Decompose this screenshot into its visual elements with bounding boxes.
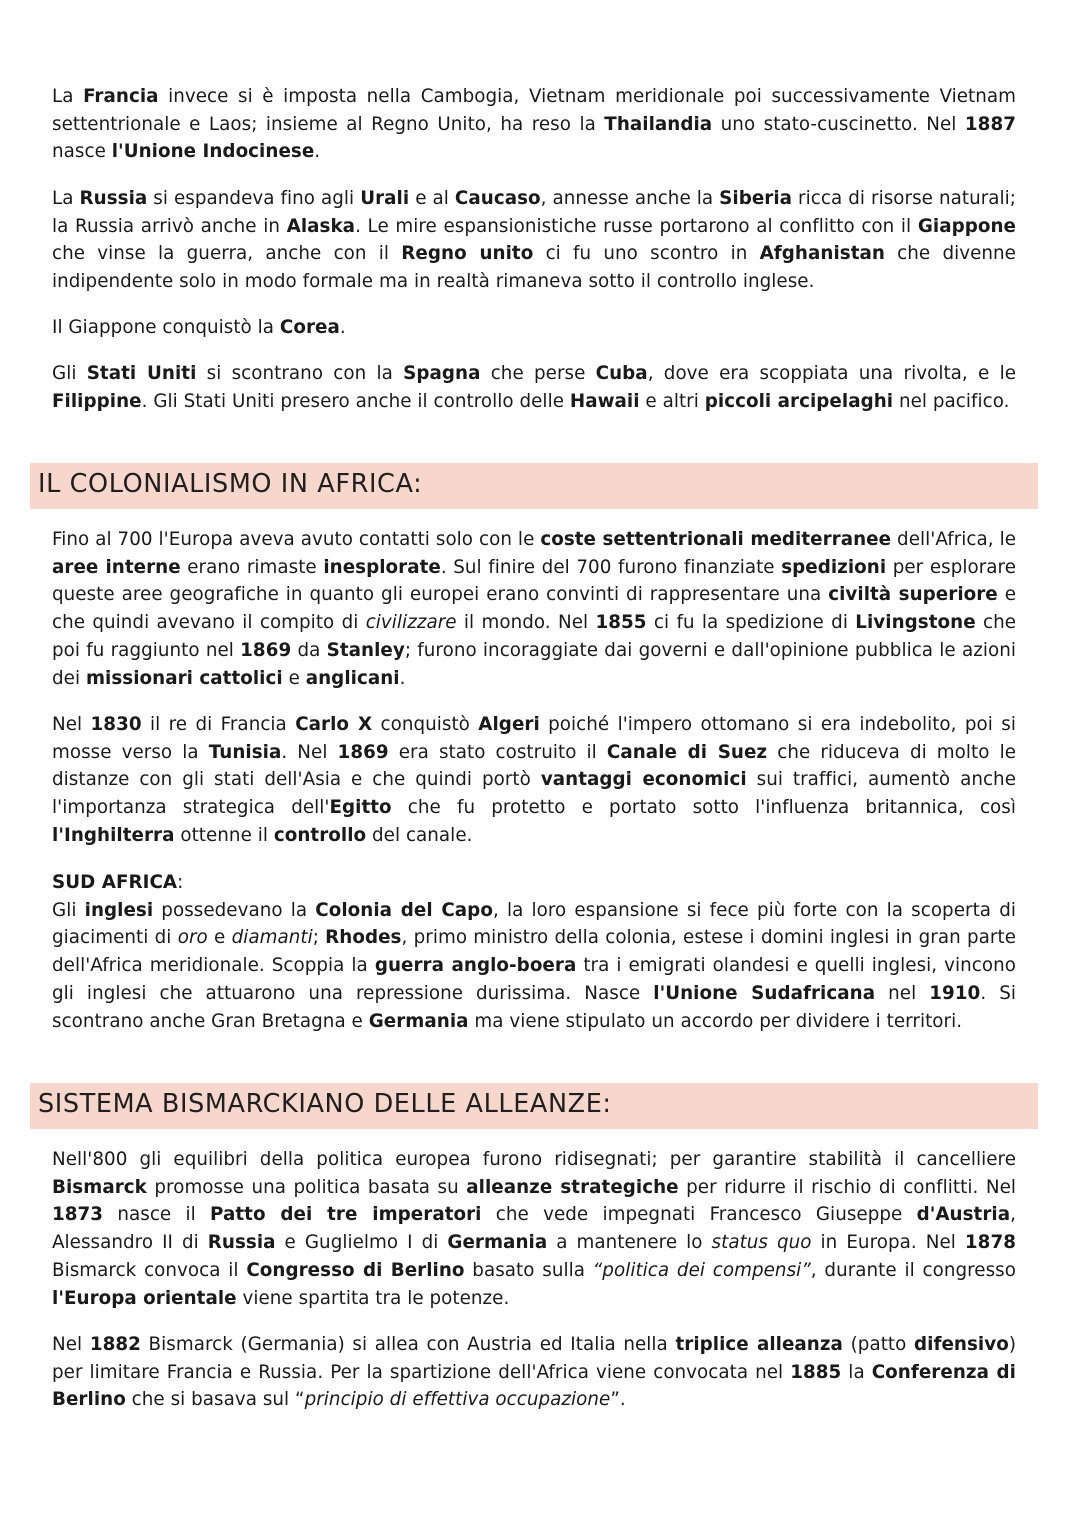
paragraph-sud-africa: [52, 869, 1016, 1035]
paragraph-giappone: Il Giappone conquistò la Corea.: [52, 317, 346, 338]
sud-africa-body: Gli inglesi possedevano la Colonia del Capo, la loro espansione si fece più forte con la scoperta di giacimenti di oro e diamanti; Rhodes, primo ministro della colonia, estese i domini inglesi in gran parte dell'Africa meridionale. Scoppia la guerra anglo-boera tra i emigrati olandesi e quelli inglesi, vincono gli inglesi che attuarono una repressione durissima. Nasce l'Unione Sudafricana nel 1910. Si scontrano anche Gran Bretagna e Germania ma viene stipulato un accordo per dividere i territori.: [52, 899, 1016, 1032]
section-heading-bismarck-text: SISTEMA BISMARCKIANO DELLE ALLEANZE:: [38, 1089, 612, 1119]
paragraph-bismarck: Nell'800 gli equilibri della politica europea furono ridisegnati; per garantire stabilità il cancelliere Bismarck promosse una politica basata su alleanze strategiche per ridurre il rischio di conflitti. Nel 1873 nasce il Patto dei tre imperatori che vede impegnati Francesco Giuseppe d'Austria, Alessandro II di Russia e Guglielmo I di Germania a mantenere lo status quo in Europa. Nel 1878 Bismarck convoca il Congresso di Berlino basato sulla “politica dei compensi”, durante il congresso l'Europa orientale viene spartita tra le potenze.: [52, 1149, 1016, 1309]
paragraph-triplice: Nel 1882 Bismarck (Germania) si allea con Austria ed Italia nella triplice alleanza (patto difensivo) per limitare Francia e Russia. Per la spartizione dell'Africa viene convocata nel 1885 la Conferenza di Berlino che si basava sul “principio di effettiva occupazione”.: [52, 1334, 1016, 1411]
sud-africa-subtitle: SUD AFRICA:: [52, 872, 184, 893]
paragraph-russia: La Russia si espandeva fino agli Urali e al Caucaso, annesse anche la Siberia ricca di risorse naturali; la Russia arrivò anche in Alaska. Le mire espansionistiche russe portarono al conflitto con il Giappone che vinse la guerra, anche con il Regno unito ci fu uno scontro in Afghanistan che divenne indipendente solo in modo formale ma in realtà rimaneva sotto il controllo inglese.: [52, 188, 1017, 293]
section-heading-bismarck: [30, 1083, 1038, 1129]
paragraph-francia: La Francia invece si è imposta nella Cambogia, Vietnam meridionale poi successivamente Vietnam settentrionale e Laos; insieme al Regno Unito, ha reso la Thailandia uno stato-cuscinetto. Nel 1887 nasce l'Unione Indocinese.: [52, 86, 1016, 163]
paragraph-esplorazioni: Fino al 700 l'Europa aveva avuto contatti solo con le coste settentrionali mediterranee dell'Africa, le aree interne erano rimaste inesplorate. Sul finire del 700 furono finanziate spedizioni per esplorare queste aree geografiche in quanto gli europei erano convinti di rappresentare una civiltà superiore e che quindi avevano il compito di civilizzare il mondo. Nel 1855 ci fu la spedizione di Livingstone che poi fu raggiunto nel 1869 da Stanley; furono incoraggiate dai governi e dall'opinione pubblica le azioni dei missionari cattolici e anglicani.: [52, 529, 1017, 689]
section-heading-africa: [30, 463, 1038, 509]
section-heading-africa-text: IL COLONIALISMO IN AFRICA:: [38, 469, 423, 499]
paragraph-stati-uniti: Gli Stati Uniti si scontrano con la Spagna che perse Cuba, dove era scoppiata una rivolta, e le Filippine. Gli Stati Uniti presero anche il controllo delle Hawaii e altri piccoli arcipelaghi nel pacifico.: [52, 363, 1016, 412]
paragraph-nord-africa: Nel 1830 il re di Francia Carlo X conquistò Algeri poiché l'impero ottomano si era indebolito, poi si mosse verso la Tunisia. Nel 1869 era stato costruito il Canale di Suez che riduceva di molto le distanze con gli stati dell'Asia e che quindi portò vantaggi economici sui traffici, aumentò anche l'importanza strategica dell'Egitto che fu protetto e portato sotto l'influenza britannica, così l'Inghilterra ottenne il controllo del canale.: [52, 714, 1017, 846]
